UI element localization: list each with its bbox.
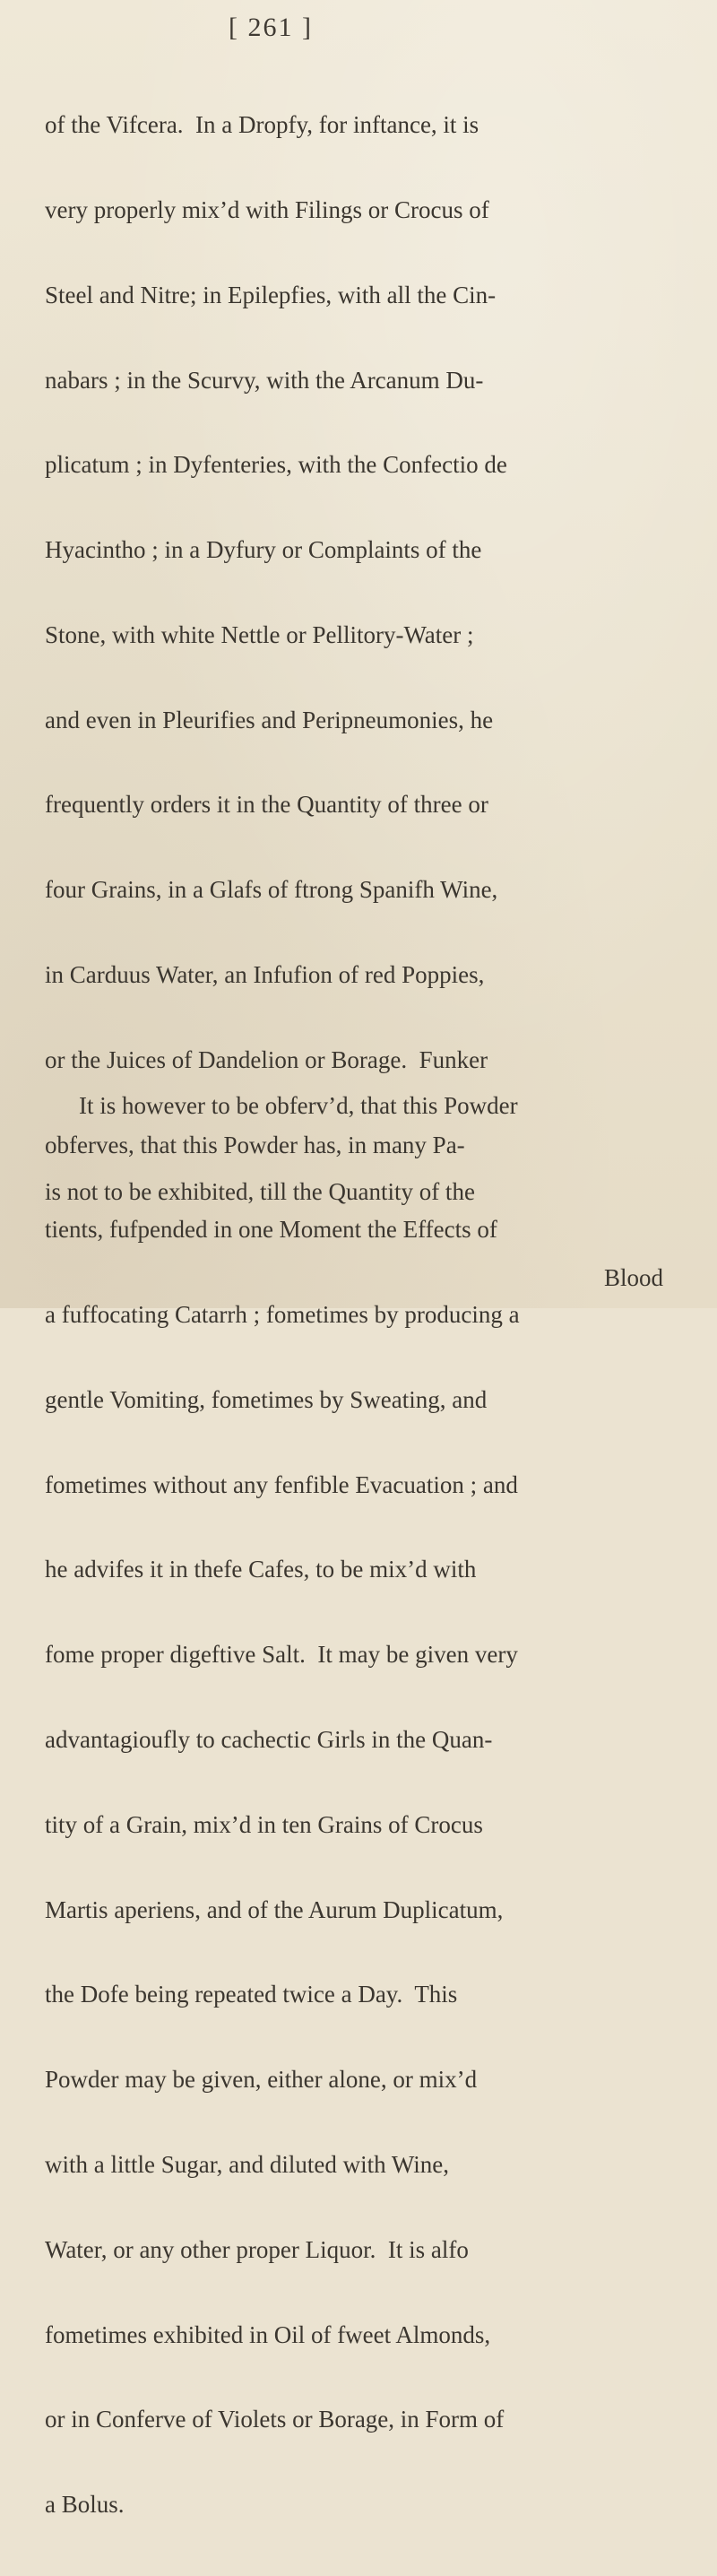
text-line: frequently orders it in the Quantity of three or [45,791,488,819]
text-line: Water, or any other proper Liquor. It is alfo [45,2235,469,2263]
text-line: fome proper digeftive Salt. It may be given very [45,1641,518,1669]
text-line: plicatum ; in Dyfenteries, with the Confectio de [45,451,507,479]
text-line: gentle Vomiting, fometimes by Sweating, and [45,1385,488,1413]
text-line: he advifes it in thefe Cafes, to be mix’d with [45,1556,477,1583]
text-line: Stone, with white Nettle or Pellitory-Water ; [45,620,474,648]
text-line: a Bolus. [45,2491,125,2519]
text-line: tity of a Grain, mix’d in ten Grains of Crocus [45,1810,483,1838]
text-line: or the Juices of Dandelion or Borage. Funker [45,1045,488,1073]
text-line: of the Vifcera. In a Dropfy, for inftance, it is [45,111,479,139]
paragraph-2 [45,1034,699,1349]
text-line: advantagioufly to cachectic Girls in the Quan- [45,1726,493,1754]
text-line: Powder may be given, either alone, or mix’d [45,2066,478,2094]
catchword: Blood [603,1264,663,1291]
text-line: in Carduus Water, an Infufion of red Poppies, [45,961,485,988]
text-line: very properly mix’d with Filings or Crocus of [45,195,489,223]
text-line: tients, fufpended in one Moment the Effects of [45,1216,497,1244]
text-line: nabars ; in the Scurvy, with the Arcanum Du- [45,366,484,394]
text-line: obferves, that this Powder has, in many Pa- [45,1131,465,1158]
text-line: Steel and Nitre; in Epilepfies, with all the Cin- [45,281,497,308]
text-line: and even in Pleurifies and Peripneumonies, he [45,706,494,733]
text-line: four Grains, in a Glafs of ftrong Spanifh Wine, [45,876,498,904]
text-line: a fuffocating Catarrh ; fometimes by producing a [45,1301,520,1329]
text-line: Hyacintho ; in a Dyfury or Complaints of the [45,536,482,564]
text-line: with a little Sugar, and diluted with Wine, [45,2150,450,2178]
text-line: fometimes without any fenfible Evacuation ; and [45,1470,518,1498]
text-line: It is however to be obferv’d, that this Powder [79,1092,518,1119]
page-number: [ 261 ] [229,13,313,42]
text-line: is not to be exhibited, till the Quantity of the [45,1178,475,1205]
text-line: Martis aperiens, and of the Aurum Duplicatum, [45,1895,504,1923]
text-line: or in Conferve of Violets or Borage, in Form of [45,2406,505,2433]
text-line: the Dofe being repeated twice a Day. This [45,1981,458,2008]
text-line: fometimes exhibited in Oil of fweet Almonds, [45,2320,491,2348]
